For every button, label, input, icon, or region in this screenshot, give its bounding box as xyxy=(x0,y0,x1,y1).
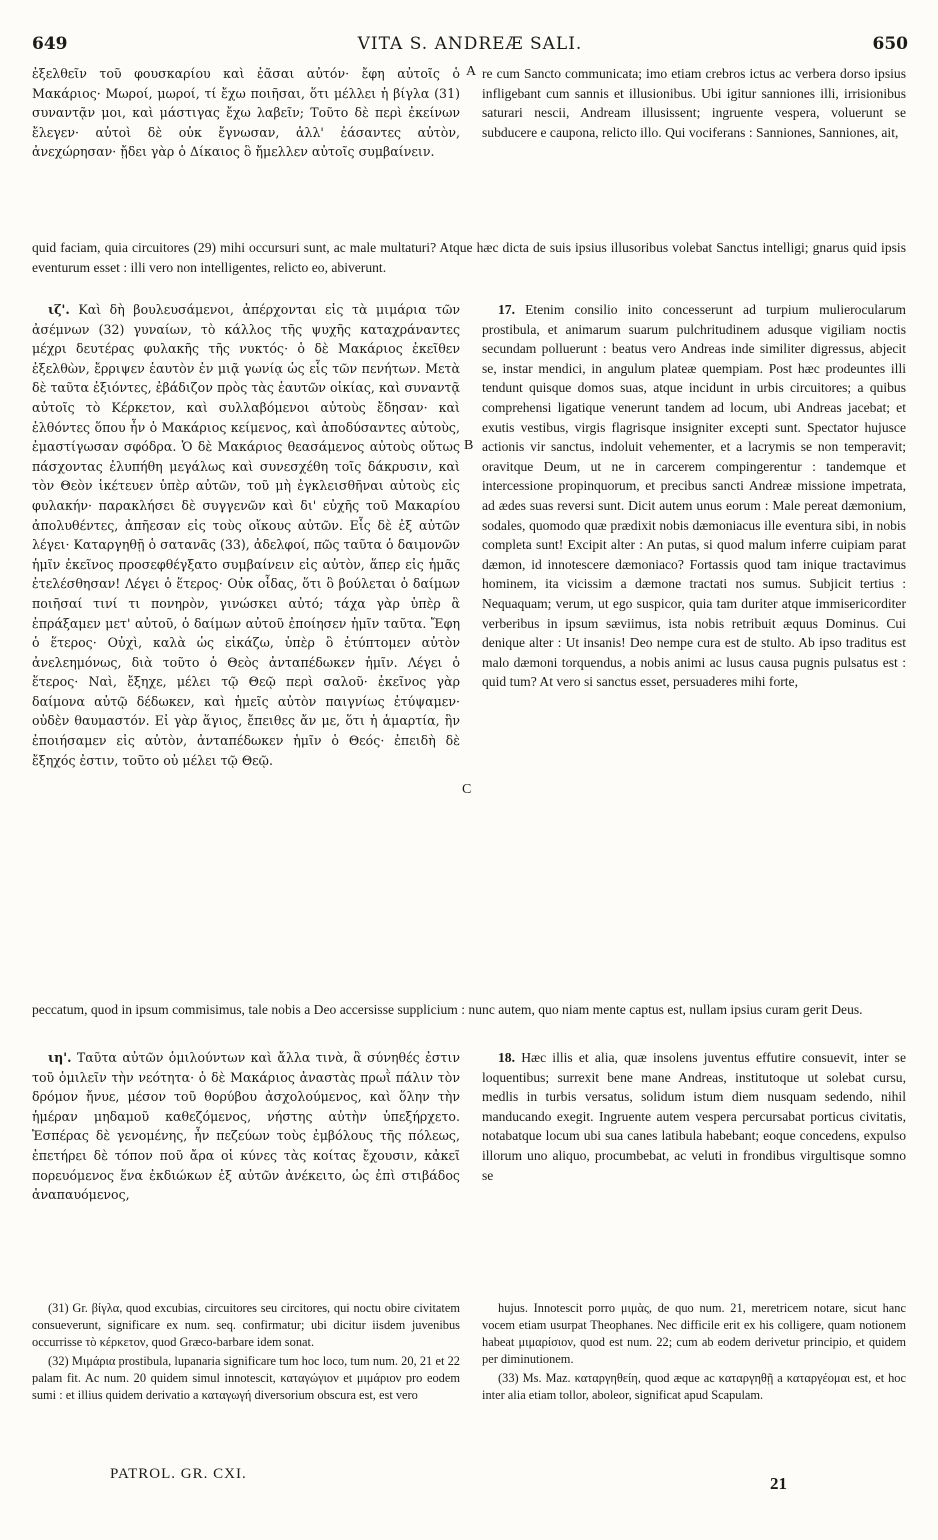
greek-paragraph: Καὶ δὴ βουλευσάμενοι, ἀπέρχονται εἰς τὰ μιμάρια τῶν ἀσέμνων (32) γυναίων, τὸ κάλλος τῆς ψυχῆς καταχράναντες μέχρι δευτέρας φυλακῆς τῆς νυκτός· ὁ δὲ Μακάριος ἐκεῖθεν ἐξελθὼν, ἔρριψεν ἑαυτὸν ἐν μιᾷ γωνίᾳ ὡς εἷς τῶν πενήτων. Μετὰ δὲ ταῦτα ἐξιόντες, ἐβάδιζον πρὸς τὰς ἑαυτῶν οἰκίας, καὶ συναντᾷ αὐτοῖς τὸ Κέρκετον, καὶ συλλαβόμενοι αὐτοὺς ἔδησαν· καὶ ἐλθόντες ὅπου ἦν ὁ Μακάριος κείμενος, καὶ ἀποδύσαντες αὐτοὺς, ἐμαστίγωσαν σφόδρα. Ὁ δὲ Μακάριος θεασάμενος αὐτοὺς οὕτως πάσχοντας ἐλυπήθη μεγάλως καὶ συνεσχέθη τοῖς δάκρυσιν, καὶ τὸν Θεὸν ἱκέτευεν ὑπὲρ αὐτῶν, τοῦ μὴ ἐγκλεισθῆναι αὐτοὺς εἰς φυλακήν· παρακλήσει δὲ συγγενῶν καὶ δι' εὐχῆς τοῦ Μακαρίου ἀπολυθέντες, ἀπῆεσαν εἰς τοὺς οἴκους αὐτῶν. Εἷς δὲ ἐξ αὐτῶν λέγει· Καταργηθῇ ὁ σατανᾶς (33), ἀδελφοί, πῶς ταῦτα ὁ δαιμονῶν ἡμῖν ἐκεῖνος προσεφθέγξατο συμβαίνειν εἰς αὐτὸν, ἅπερ εἰς ἡμᾶς ἐτελέσθησαν! Λέγει ὁ ἕτερος· Οὐκ οἶδας, ὅτι ὃ βούλεται ὁ δαίμων ποιῆσαί τινί τι πονηρὸν, γινώσκει αὐτό; τάχα γὰρ ὑπὲρ ἃ ἐπράξαμεν μετ' αὐτοῦ, ὁ δαίμων αὐτοῦ ἐποίησεν ἡμῖν ταῦτα. Ἔφη ὁ ἕτερος· Οὐχὶ, καλὰ ὡς εἰκάζω, ὑπὲρ ὃ ἐτύπτομεν αὐτὸν ἀνελεημόνως, διὰ τοῦτο ὁ Θεὸς ἀνταπέδωκεν ἡμῖν. Λέγει ὁ ἕτερος· Ναὶ, ἔξηχε, μέλει τῷ Θεῷ περὶ σαλοῦ· ἐκεῖνος γὰρ δαίμονα αὐτῷ δέδωκεν, καὶ ἡμεῖς αὐτὸν παιγνίως ἐτύψαμεν· οὐδὲν θαυμαστόν. Εἰ γὰρ ἅγιος, ἔπειθες ἄν με, ὅτι ἡ ἁμαρτία, ἣν ἐποιήσαμεν εἰς αὐτὸν, ἀνταπέδωκεν ἡμῖν ὁ Θεός· ἐπειδὴ δὲ ἔξηχός ἐστιν, τοῦτο οὐ μέλει τῷ Θεῷ. xyxy=(32,302,460,768)
footnotes-left xyxy=(32,1300,460,1406)
greek-column-block2 xyxy=(32,300,460,770)
latin-paragraph: Hæc illis et alia, quæ insolens juventus effutire consuevit, inter se loquentibus; surrexit bene mane Andreas, institutoque ut solebat cursu, medlis in turbis versatus, solidum istum diem nusquam sedendo, nihil manducando exegit. Ingruente autem vespera percursabat porticus civitatis, notabatque locum ubi sua canes latibula habebant; eoque concedens, expulso illorum uno aliquo, procumbebat, ac veluti in frondibus virgultisque somno se xyxy=(482,1050,906,1183)
latin-paragraph: re cum Sancto communicata; imo etiam crebros ictus ac verbera dorso ipsius infligebant cum sannis et illusionibus. Ubi igitur sanniones illi, irrisionibus saturari nescii, Andream illusissent; ingruente vespera, voluerunt se subducere e caupona, relicto illo. Qui vociferans : Sanniones, Sanniones, ait, xyxy=(482,66,906,140)
latin-column-block2 xyxy=(482,300,906,692)
greek-column-block1 xyxy=(32,64,460,162)
footnote-33: (33) Ms. Maz. καταργηθείη, quod æque ac καταργηθῇ a καταργέομαι est, et hoc inter alia etiam tollor, aboleor, significat apud Scapulam. xyxy=(482,1371,906,1402)
running-title: VITA S. ANDREÆ SALI. xyxy=(357,34,583,54)
latin-paragraph: quid faciam, quia circuitores (29) mihi occursuri sunt, ac male multaturi? Atque hæc dicta de suis ipsius illusoribus volebat Sanctus intelligi; gnarus quid ipsis eventurum esset : illi vero non intelligentes, relicto eo, abiverunt. xyxy=(32,240,906,275)
greek-section-number: ιζ'. xyxy=(48,302,70,317)
running-header xyxy=(32,34,908,56)
latin-paragraph: Etenim consilio inito concesserunt ad turpium mulierocularum prostibula, et animarum suarum pulchritudinem adusque vigiliam noctis secundam polluerunt : beatus vero Andreas inde similiter digressus, abjecit se, instar mendici, in angulum plateæ quempiam. Post hæc prodeuntes illi tendunt quisque domos suas, atque incidunt in urbis circuitores; a quibus comprehensi ligatique venerunt tandem ad locum, ubi Andreas jacebat; et exutis vestibus, virgis flagrisque insigniter excepti sunt. Spectator hujusce actionis vir sanctus, indoluit vehementer, et a lacrymis se non temperavit; oravitque Deum, ut ne in carcerem compingerentur : tandemque et intercessione propinquorum, et precibus sancti Andreæ missione impetrata, ad ædes suas reversi sunt. Dicit autem unus eorum : Male pereat dæmonium, sodales, quomodo quæ prædixit nobis dæmoniacus ille eventura sibi, in nobis completa sunt! Excipit alter : An putas, si quod malum inferre cuipiam parat dæmon, id innotescere dæmoniaco? Fortassis quod tam inique tractavimus hominem, ita vicissim a dæmone tractati nos sumus. Subjicit tertius : Nequaquam; verum, ut ego suspicor, quia tam duriter atque immisericorditer verberibus in ipsum sæviimus, ista nobis retribuit æquus Dominus. Cui denique alter : Ut insanis! Deo nempe cura est de stulto. Ab ipso traditus est malo dæmoni torquendus, a nobis animi ac lusus causa pugnis pulsatus est : quid tum? At vero si sanctus esset, persuaderes mihi forte, xyxy=(482,302,906,690)
greek-paragraph: ἐξελθεῖν τοῦ φουσκαρίου καὶ ἐᾶσαι αὐτόν· ἔφη αὐτοῖς ὁ Μακάριος· Μωροί, μωροί, τί ἔχω ποιῆσαι, ὅτι μέλλει ἡ βίγλα (31) συναντᾷν μοι, καὶ μάστιγας ἔχω λαβεῖν; Τοῦτο δὲ περὶ ἐκείνων ἔλεγεν· αὐτοὶ δὲ οὐκ ἔγνωσαν, ἀλλ' ἐάσαντες αὐτὸν, ἀνεχώρησαν· ᾔδει γὰρ ὁ Δίκαιος ὃ ἤμελλεν αὐτοῖς συμβαίνειν. xyxy=(32,66,460,160)
greek-column-block3 xyxy=(32,1048,460,1205)
footnote-32: (32) Μιμάρια prostibula, lupanaria significare tum hoc loco, tum num. 20, 21 et 22 palam fit. Ac num. 20 quidem simul innotescit, καταγώγιον et μιμάριον pro eodem sumi : et illius quidem derivatio a καταγωγή diversorium obscura est, est vero xyxy=(32,1354,460,1402)
latin-section-number: 18. xyxy=(498,1050,515,1065)
latin-paragraph: peccatum, quod in ipsum commisimus, tale nobis a Deo accersisse supplicium : nunc autem, quo niam mente captus est, nullam ipsius curam gerit Deus. xyxy=(32,1002,863,1017)
margin-marker-a: A xyxy=(466,64,477,79)
greek-section-number: ιη'. xyxy=(48,1050,72,1065)
margin-marker-c: C xyxy=(462,782,472,797)
margin-marker-b: B xyxy=(464,438,474,453)
footnote-32-continued: hujus. Innotescit porro μιμὰς, de quo num. 21, meretricem notare, sicut hanc vocem etiam usurpat Theophanes. Nec difficile erit ex his colligere, quam notionem habeat μιμαρίσιον, quod est num. 22; cum ab eodem derivetur principio, et quidem per diminutionem. xyxy=(482,1301,906,1366)
footnotes-right xyxy=(482,1300,906,1406)
latin-column-block1 xyxy=(482,64,906,142)
page-number-left: 649 xyxy=(32,34,68,54)
footer-series: PATROL. GR. CXI. xyxy=(110,1466,247,1482)
footnote-31: (31) Gr. βίγλα, quod excubias, circuitores seu circitores, qui noctu obire civitatem consueverunt, significare ex num. seq. confirmatur; ubi dicitur iisdem juvenibus occurrisse τὸ κέρκετον, quod Græco-barbare idem sonat. xyxy=(32,1301,460,1349)
page-number-right: 650 xyxy=(872,34,908,54)
latin-section-number: 17. xyxy=(498,302,515,317)
footer-signature: 21 xyxy=(770,1474,787,1493)
greek-paragraph: Ταῦτα αὐτῶν ὁμιλούντων καὶ ἄλλα τινὰ, ἃ σύνηθές ἐστιν τοῦ ὁμιλεῖν τὴν νεότητα· ὁ δὲ Μακάριος ἀναστὰς πρωῒ πάλιν τὸν δρόμον ἤνυε, μέσον τοῦ θορύβου ἀσχολούμενος, καὶ ὅλην τὴν ἡμέραν μηδαμοῦ καθεζόμενος, νήστης αὐτὴν ὑπεξήρχετο. Ἑσπέρας δὲ γενομένης, ἦν πεζεύων τοὺς ἐμβόλους τῆς πόλεως, ἐπετήρει δὲ τόπον ποῦ ἄρα οἱ κύνες τὰς κοίτας ἔχουσιν, κἀκεῖ πορευόμενος ἕνα ἐκδιώκων ἐξ αὐτῶν ἀνέκειτο, ὡς ἐπὶ στιβάδος ἀναπαυόμενος, xyxy=(32,1050,460,1203)
latin-column-block3 xyxy=(482,1048,906,1185)
latin-full-width-2 xyxy=(32,1000,906,1020)
latin-full-width-1 xyxy=(32,238,906,277)
